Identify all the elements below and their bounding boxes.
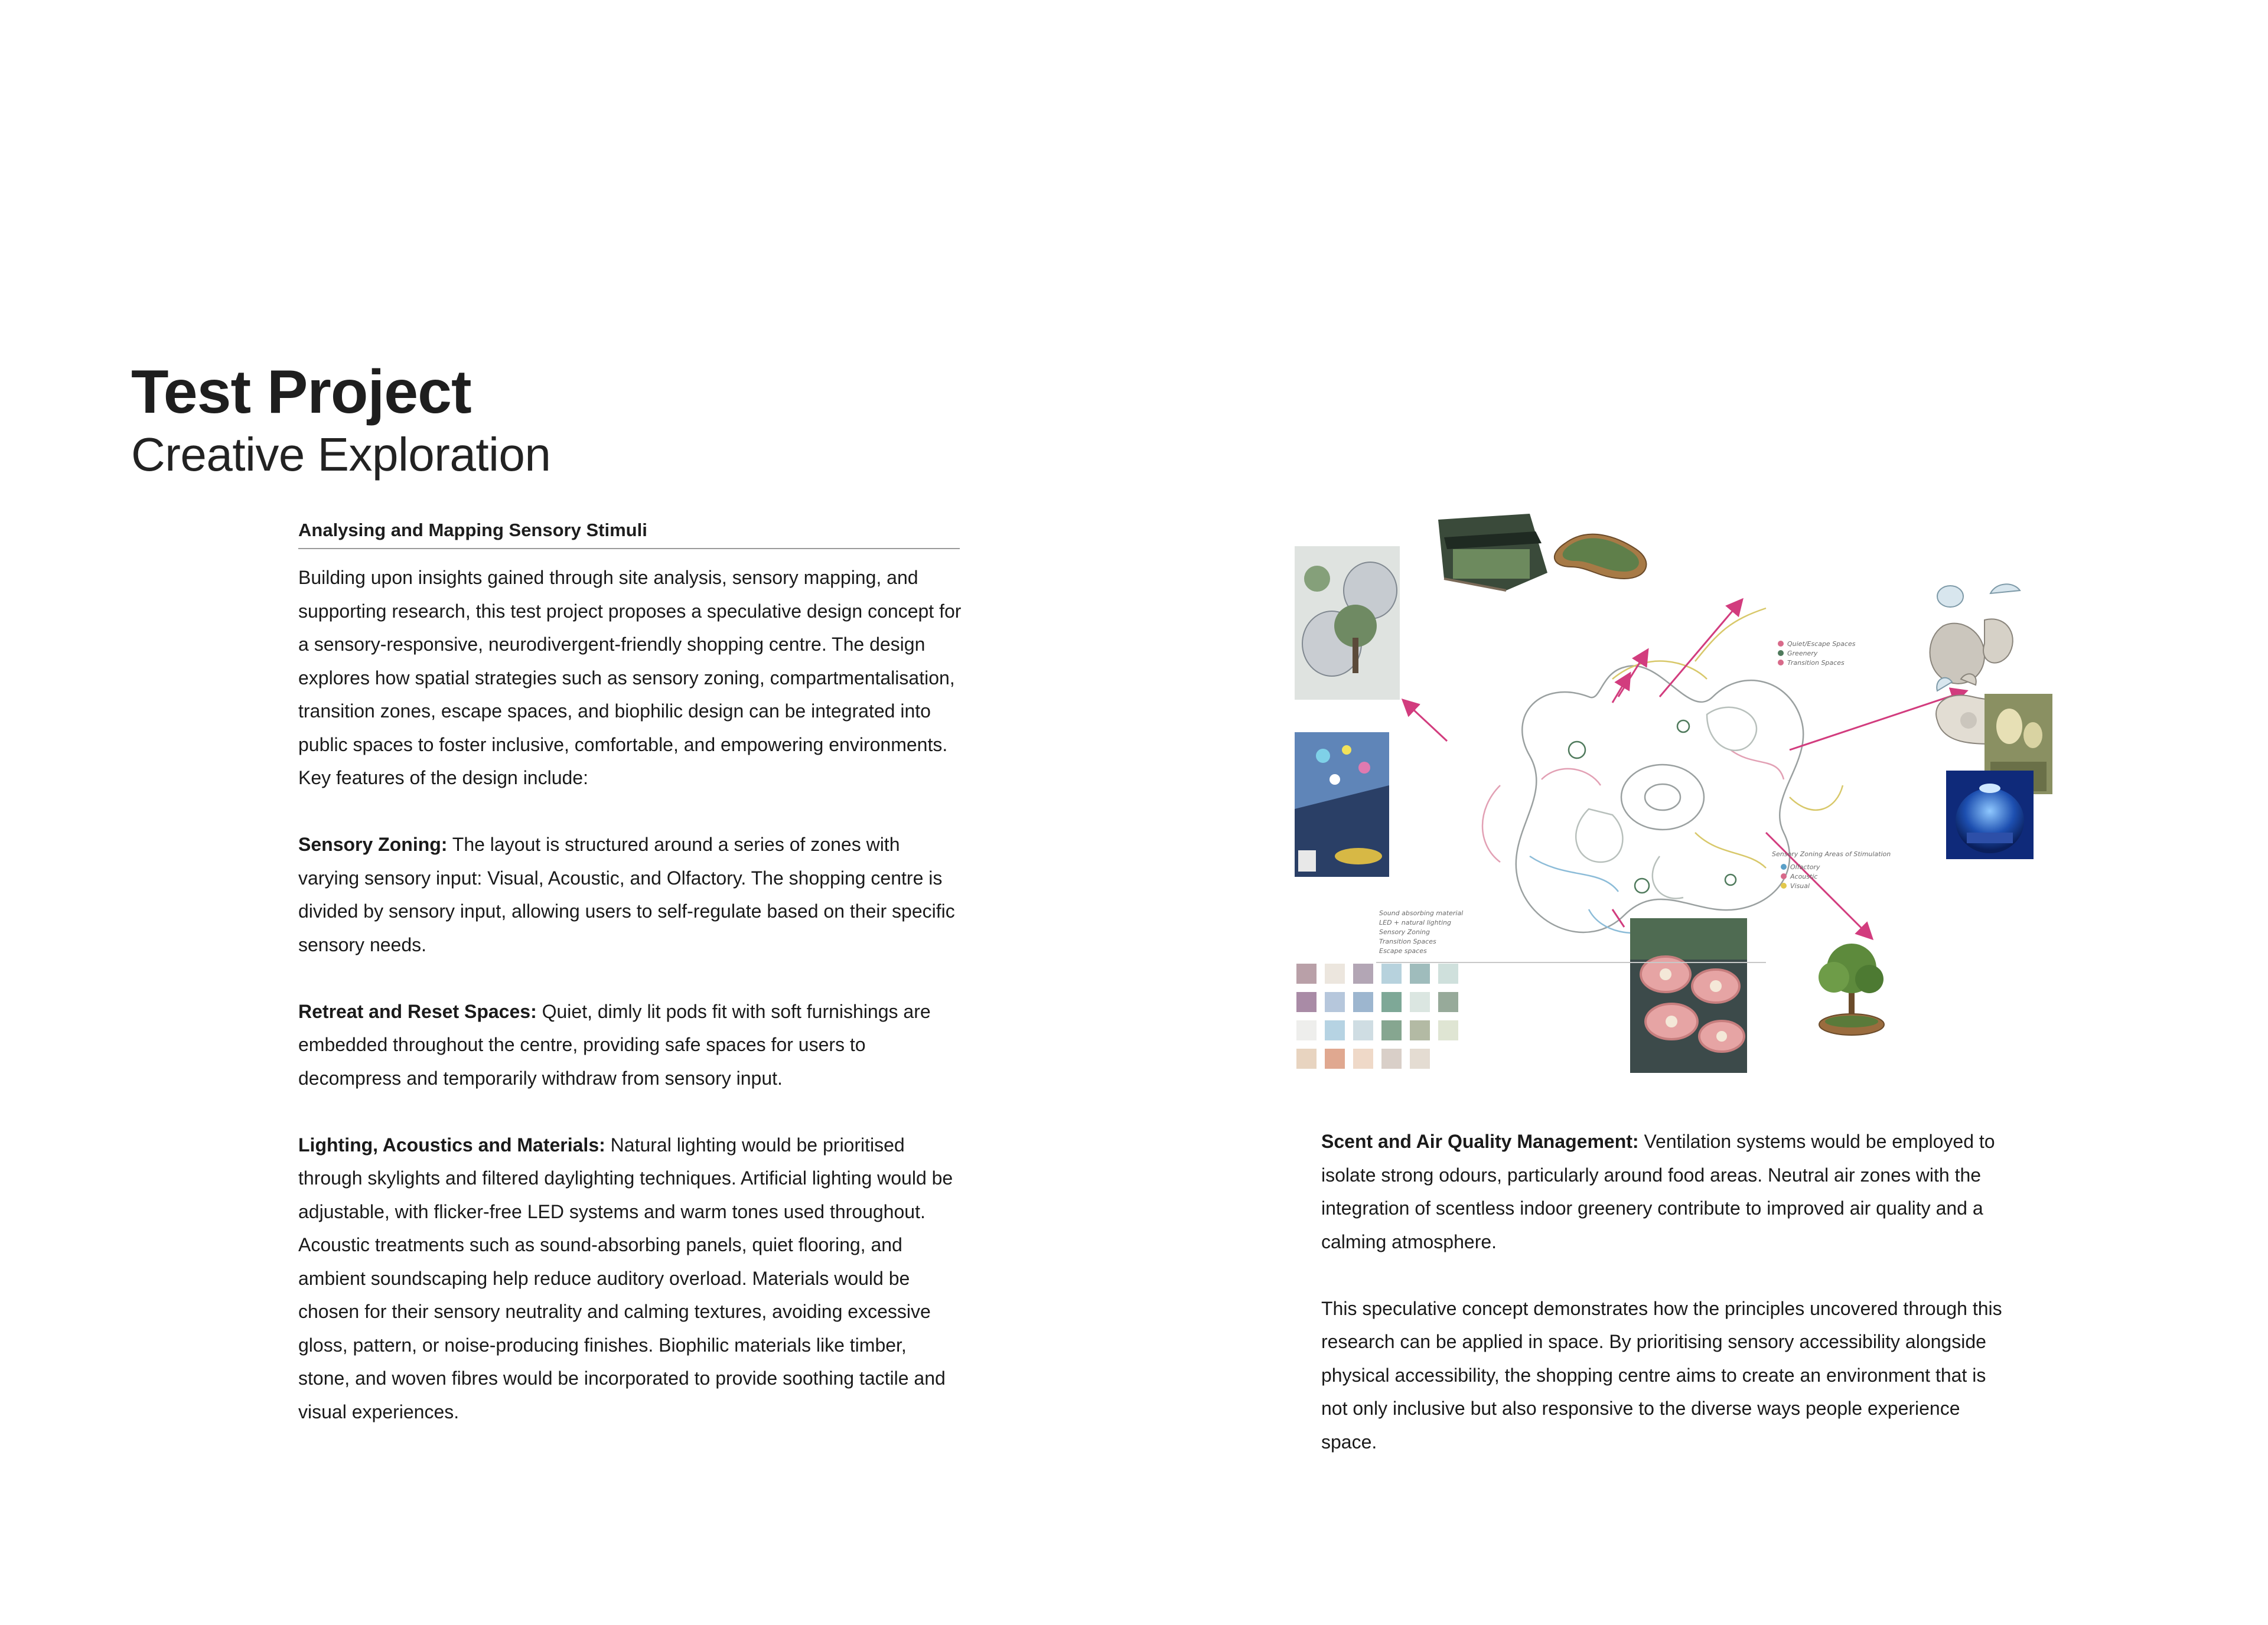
conclusion-paragraph: This speculative concept demonstrates how the principles uncovered through this research can be applied in space. By prioritising sensory accessibility alongside physical accessibility, the shopping centre aims to create an environment that is not only inclusive but also responsive to the diverse ways people experience space.	[1321, 1297, 2002, 1453]
material-swatch	[1296, 992, 1317, 1012]
playroom-image	[1295, 732, 1389, 877]
legend-bottom-item: LED + natural lighting	[1379, 919, 1451, 926]
legend-top-item: Quiet/Escape Spaces	[1787, 640, 1856, 648]
material-swatch	[1410, 964, 1430, 984]
page-subtitle: Creative Exploration	[131, 428, 551, 481]
left-text-column	[298, 561, 963, 1462]
material-swatches	[1296, 964, 1458, 1069]
legend-bottom-item: Escape spaces	[1379, 947, 1427, 955]
material-swatch	[1325, 1049, 1345, 1069]
feature-text: The layout is structured around a series of zones with varying sensory input: Visual, Acoustic, and Olfactory. The shopping centre is divided by sensory input, allowing users to self-regulate based on their specific sensory needs.	[298, 834, 955, 955]
material-swatch	[1381, 964, 1402, 984]
material-swatch	[1381, 1020, 1402, 1040]
page-title: Test Project	[131, 358, 471, 426]
material-swatch	[1381, 992, 1402, 1012]
pink-booths-image	[1630, 918, 1747, 1073]
blue-pod-image	[1946, 771, 2034, 859]
material-swatch	[1325, 992, 1345, 1012]
material-swatch	[1353, 1049, 1373, 1069]
feature-retreat-spaces	[298, 995, 963, 1095]
feature-lead: Lighting, Acoustics and Materials:	[298, 1134, 605, 1156]
feature-lead: Retreat and Reset Spaces:	[298, 1000, 537, 1022]
material-swatch	[1325, 1020, 1345, 1040]
planter-bench-image	[1555, 534, 1647, 579]
key-features-intro: Key features of the design include:	[298, 767, 588, 788]
material-swatch	[1381, 1049, 1402, 1069]
material-swatch	[1325, 964, 1345, 984]
legend-top-item: Transition Spaces	[1787, 659, 1845, 667]
material-swatch	[1438, 1020, 1458, 1040]
material-swatch	[1296, 1020, 1317, 1040]
feature-lighting-acoustics	[298, 1128, 963, 1429]
legend-right-item: Acoustic	[1790, 873, 1818, 880]
feature-text: Ventilation systems would be employed to isolate strong odours, particularly around food areas. Neutral air zones with the integration of scentless indoor greenery contribute to improved air quality and a calming atmosphere.	[1321, 1131, 1995, 1252]
legend-right-title: Sensory Zoning Areas of Stimulation	[1772, 850, 1891, 858]
legend-right-item: Visual	[1790, 882, 1810, 890]
legend-right-item: Olfactory	[1790, 863, 1820, 871]
sensory-mapping-diagram	[1282, 502, 2055, 1081]
dome-pods-image	[1295, 546, 1400, 700]
material-swatch	[1438, 992, 1458, 1012]
material-swatch	[1296, 964, 1317, 984]
section-heading: Analysing and Mapping Sensory Stimuli	[298, 520, 960, 549]
tree-planter-image	[1819, 944, 1884, 1035]
feature-lead: Sensory Zoning:	[298, 834, 448, 855]
material-swatch	[1438, 964, 1458, 984]
legend-top-item: Greenery	[1787, 650, 1818, 657]
material-swatch	[1353, 992, 1373, 1012]
material-swatch	[1353, 1020, 1373, 1040]
material-swatch	[1410, 992, 1430, 1012]
right-text-column	[1321, 1125, 2012, 1492]
intro-paragraph: Building upon insights gained through site analysis, sensory mapping, and supporting research, this test project proposes a speculative design concept for a sensory-responsive, neurodivergent-friendly shopping centre. The design explores how spatial strategies such as sensory zoning, compartmentalisation, transition zones, escape spaces, and biophilic design can be integrated into public spaces to foster inclusive, comfortable, and empowering environments.	[298, 567, 962, 755]
legend-bottom-item: Sensory Zoning	[1379, 928, 1430, 936]
feature-sensory-zoning	[298, 828, 963, 961]
feature-text: Quiet, dimly lit pods fit with soft furnishings are embedded throughout the centre, providing safe spaces for users to decompress and temporarily withdraw from sensory input.	[298, 1000, 931, 1089]
feature-lead: Scent and Air Quality Management:	[1321, 1131, 1639, 1152]
material-swatch	[1410, 1049, 1430, 1069]
legend-bottom-item: Transition Spaces	[1379, 938, 1436, 945]
feature-scent-air	[1321, 1125, 2012, 1258]
pergola-image	[1438, 514, 1547, 590]
legend-bottom-item: Sound absorbing material	[1379, 909, 1464, 917]
feature-text: Natural lighting would be prioritised through skylights and filtered daylighting techniques. Artificial lighting would be adjustable, with flicker-free LED systems and warm tones used throughout. Acoustic treatments such as sound-absorbing panels, quiet flooring, and ambient soundscaping help reduce auditory overload. Materials would be chosen for their sensory neutrality and calming textures, avoiding excessive gloss, pattern, or noise-producing finishes. Biophilic materials like timber, stone, and woven fibres would be incorporated to provide soothing tactile and visual experiences.	[298, 1134, 953, 1422]
legend-top	[1778, 640, 1856, 667]
material-swatch	[1410, 1020, 1430, 1040]
material-swatch	[1353, 964, 1373, 984]
legend-right	[1772, 850, 1891, 890]
material-swatch	[1296, 1049, 1317, 1069]
